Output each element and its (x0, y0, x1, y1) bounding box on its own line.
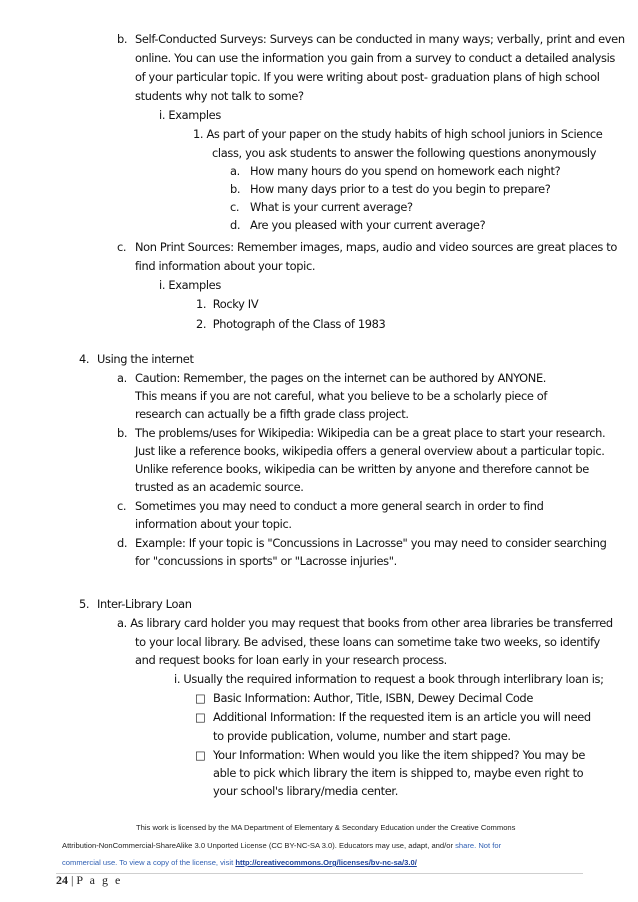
list-item (117, 498, 544, 514)
list-item (117, 425, 605, 441)
text-line: to provide publication, volume, number and start page. (213, 729, 511, 743)
list-text: Additional Information: If the requested item is an article you will need (213, 710, 591, 724)
list-label: c. (230, 200, 240, 214)
checkbox-bullet-icon: □ (195, 710, 206, 724)
license-line-2 (62, 840, 501, 851)
text-line: class, you ask students to answer the following questions anonymously (212, 146, 597, 160)
list-label: i. (159, 108, 166, 122)
list-item (195, 690, 533, 706)
list-text: As library card holder you may request that books from other area libraries be transferred (130, 616, 613, 630)
list-item (159, 277, 221, 293)
list-text: Sometimes you may need to conduct a more general search in order to find (135, 499, 544, 513)
list-label: a. (230, 164, 240, 178)
list-label: 1. (193, 127, 204, 141)
page-word: P a g e (76, 873, 123, 887)
checkbox-bullet-icon: □ (195, 748, 206, 762)
list-label: i. (174, 672, 181, 686)
list-item (79, 596, 192, 612)
text-line: find information about your topic. (135, 259, 316, 273)
page-number-separator: | (71, 873, 74, 887)
list-text: How many days prior to a test do you begin to prepare? (250, 182, 551, 196)
text-line: students why not talk to some? (135, 89, 304, 103)
list-label: b. (117, 32, 128, 46)
list-text: Caution: Remember, the pages on the internet can be authored by ANYONE. (135, 371, 547, 385)
list-item (230, 181, 551, 197)
list-text: Usually the required information to request a book through interlibrary loan is; (183, 672, 604, 686)
text-line: to your local library. Be advised, these loans can sometime take two weeks, so identify (135, 635, 600, 649)
list-text: Examples (168, 278, 221, 292)
license-line-1: This work is licensed by the MA Department of Elementary & Secondary Education under the Creative Commons (136, 823, 516, 832)
list-text: Inter-Library Loan (97, 597, 192, 611)
list-text: As part of your paper on the study habits of high school juniors in Science (206, 127, 603, 141)
list-item (195, 747, 585, 763)
page-number (56, 873, 122, 888)
text-line: information about your topic. (135, 517, 292, 531)
list-label: c. (117, 499, 127, 513)
license-text-highlight: commercial use. To view a copy of the license, visit (62, 858, 234, 867)
list-item (79, 351, 194, 367)
list-item (196, 296, 258, 312)
list-item (193, 126, 602, 142)
list-label: d. (230, 218, 241, 232)
text-line: trusted as an academic source. (135, 480, 304, 494)
list-item (117, 615, 613, 631)
list-text: Photograph of the Class of 1983 (212, 317, 386, 331)
list-item (117, 31, 625, 47)
list-item (195, 709, 591, 725)
list-label: a. (117, 371, 127, 385)
list-item (196, 316, 385, 332)
license-line-3 (62, 857, 417, 868)
license-text: Attribution-NonCommercial-ShareAlike 3.0 Unported License (CC BY-NC-SA 3.0). Educators may use, adapt, and/or (62, 841, 453, 850)
text-line: for "concussions in sports" or "Lacrosse injuries". (135, 554, 397, 568)
list-item (230, 199, 413, 215)
list-item (230, 163, 560, 179)
list-item (117, 239, 617, 255)
footer-divider (56, 873, 583, 874)
list-label: d. (117, 536, 128, 550)
list-text: The problems/uses for Wikipedia: Wikipedia can be a great place to start your research. (135, 426, 606, 440)
list-item (159, 107, 221, 123)
list-label: 2. (196, 317, 207, 331)
list-label: b. (230, 182, 241, 196)
text-line: research can actually be a fifth grade class project. (135, 407, 409, 421)
list-label: 5. (79, 597, 90, 611)
page-number-value: 24 (56, 873, 68, 887)
list-text: Basic Information: Author, Title, ISBN, Dewey Decimal Code (213, 691, 533, 705)
list-text: Self-Conducted Surveys: Surveys can be conducted in many ways; verbally, print and even (135, 32, 625, 46)
text-line: of your particular topic. If you were writing about post- graduation plans of high school (135, 70, 600, 84)
text-line: and request books for loan early in your research process. (135, 653, 447, 667)
text-line: This means if you are not careful, what you believe to be a scholarly piece of (135, 389, 548, 403)
list-label: i. (159, 278, 166, 292)
list-text: What is your current average? (250, 200, 413, 214)
license-text-highlight: share. Not for (455, 841, 502, 850)
list-item (230, 217, 485, 233)
list-text: Your Information: When would you like the item shipped? You may be (213, 748, 586, 762)
list-text: How many hours do you spend on homework each night? (250, 164, 561, 178)
list-item (174, 671, 604, 687)
list-text: Non Print Sources: Remember images, maps, audio and video sources are great places to (135, 240, 617, 254)
list-label: b. (117, 426, 128, 440)
text-line: online. You can use the information you gain from a survey to conduct a detailed analysis (135, 51, 615, 65)
list-label: 4. (79, 352, 90, 366)
list-item (117, 370, 546, 386)
text-line: Just like a reference books, wikipedia offers a general overview about a particular topic. (135, 444, 605, 458)
list-label: a. (117, 616, 127, 630)
list-label: c. (117, 240, 127, 254)
list-text: Example: If your topic is "Concussions in Lacrosse" you may need to consider searching (135, 536, 607, 550)
checkbox-bullet-icon: □ (195, 691, 206, 705)
license-link[interactable]: http://creativecommons.Org/licenses/bv-nc-sa/3.0/ (235, 858, 417, 867)
text-line: your school's library/media center. (213, 784, 398, 798)
list-item (117, 535, 606, 551)
list-label: 1. (196, 297, 207, 311)
text-line: Unlike reference books, wikipedia can be written by anyone and therefore cannot be (135, 462, 589, 476)
list-text: Are you pleased with your current average? (250, 218, 486, 232)
list-text: Examples (168, 108, 221, 122)
text-line: able to pick which library the item is shipped to, maybe even right to (213, 766, 584, 780)
list-text: Using the internet (97, 352, 194, 366)
list-text: Rocky IV (212, 297, 259, 311)
